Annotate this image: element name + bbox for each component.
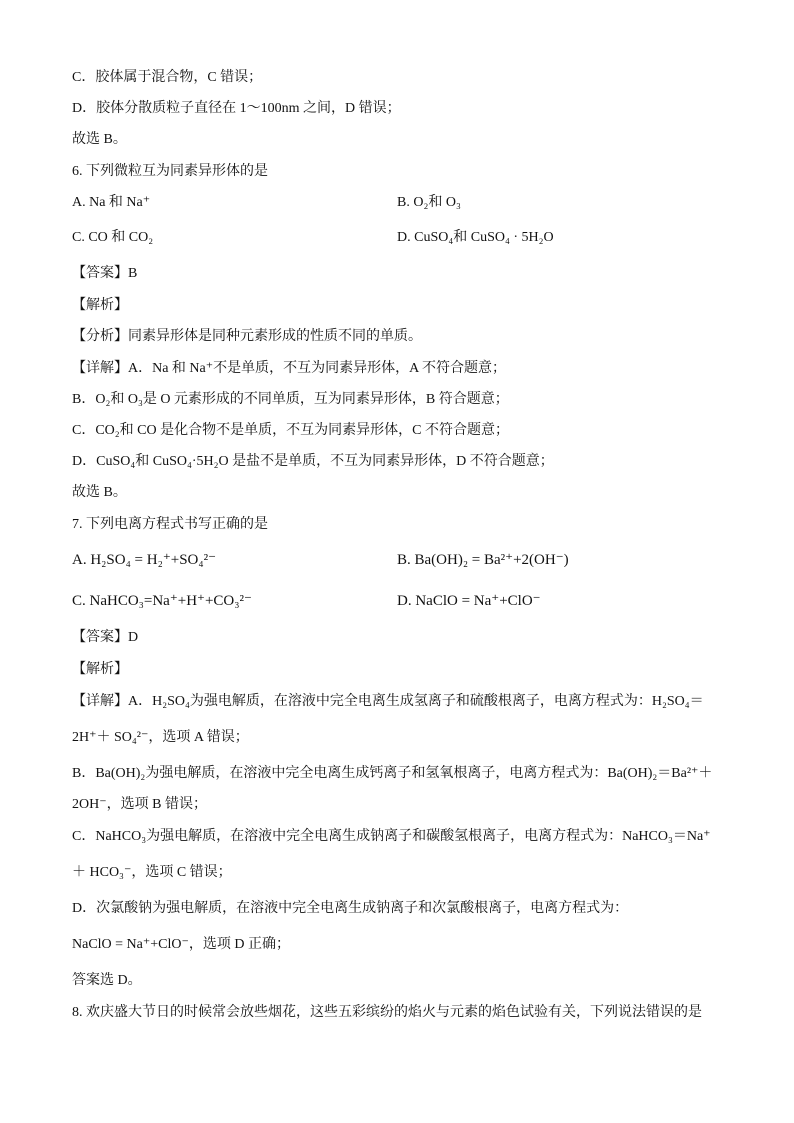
prev-explanation-line-d: D．胶体分散质粒子直径在 1～100nm 之间，D 错误； <box>72 101 401 116</box>
q7-detail-line: B．Ba(OH)₂为强电解质，在溶液中完全电离生成钙离子和氢氧根离子，电离方程式为：Ba(OH)₂＝Ba²⁺＋ <box>72 766 713 781</box>
q7-detail-line: 2OH⁻，选项 B 错误； <box>72 797 207 812</box>
q7-analysis-heading: 【解析】 <box>72 662 128 677</box>
prev-explanation-line-c: C．胶体属于混合物，C 错误； <box>72 70 263 85</box>
q6-detail-line: B．O₂和 O₃是 O 元素形成的不同单质，互为同素异形体，B 符合题意； <box>72 392 509 407</box>
q7-detail-line: 2H⁺＋ SO₄²⁻，选项 A 错误； <box>72 730 249 745</box>
q7-conclusion: 答案选 D。 <box>72 973 142 988</box>
q7-detail-line: ＋ HCO₃⁻，选项 C 错误； <box>72 865 232 880</box>
q6-option-d: D. CuSO₄和 CuSO₄ · 5H₂O <box>397 230 554 245</box>
q7-detail-line: C．NaHCO₃为强电解质，在溶液中完全电离生成钠离子和碳酸氢根离子，电离方程式为：NaHCO₃＝Na⁺ <box>72 829 711 844</box>
q6-stem: 6. 下列微粒互为同素异形体的是 <box>72 164 268 179</box>
q7-detail-line: NaClO = Na⁺+ClO⁻，选项 D 正确； <box>72 937 291 952</box>
q6-analysis: 【分析】同素异形体是同种元素形成的性质不同的单质。 <box>72 329 422 344</box>
q7-option-c: C. NaHCO₃=Na⁺+H⁺+CO₃²⁻ <box>72 593 252 609</box>
q6-option-c: C. CO 和 CO₂ <box>72 230 154 245</box>
q6-detail-line: D．CuSO₄和 CuSO₄·5H₂O 是盐不是单质，不互为同素异形体，D 不符合题意； <box>72 454 554 469</box>
q7-detail-line: 【详解】A．H₂SO₄为强电解质，在溶液中完全电离生成氢离子和硫酸根离子，电离方程式为：H₂SO₄＝ <box>72 694 704 709</box>
q6-option-b: B. O₂和 O₃ <box>397 195 461 210</box>
q6-answer: 【答案】B <box>72 266 138 281</box>
prev-conclusion: 故选 B。 <box>72 132 127 147</box>
q6-detail-line: C．CO₂和 CO 是化合物不是单质，不互为同素异形体，C 不符合题意； <box>72 423 509 438</box>
q7-options-row-2 <box>72 589 722 613</box>
q7-detail-line: D．次氯酸钠为强电解质，在溶液中完全电离生成钠离子和次氯酸根离子，电离方程式为： <box>72 901 629 916</box>
q7-option-d: D. NaClO = Na⁺+ClO⁻ <box>397 593 541 609</box>
q6-options-row-1 <box>72 191 722 215</box>
q6-detail-line: 【详解】A．Na 和 Na⁺不是单质，不互为同素异形体，A 不符合题意； <box>72 361 506 376</box>
q7-answer: 【答案】D <box>72 630 139 645</box>
q6-option-a: A. Na 和 Na⁺ <box>72 195 151 210</box>
q6-options-row-2 <box>72 226 722 250</box>
q7-stem: 7. 下列电离方程式书写正确的是 <box>72 517 268 532</box>
q8-stem: 8. 欢庆盛大节日的时候常会放些烟花，这些五彩缤纷的焰火与元素的焰色试验有关，下列说法错误的是 <box>72 1005 702 1020</box>
q6-conclusion: 故选 B。 <box>72 485 127 500</box>
q7-option-a: A. H₂SO₄ = H₂⁺+SO₄²⁻ <box>72 552 217 568</box>
q6-analysis-heading: 【解析】 <box>72 298 128 313</box>
q7-options-row-1 <box>72 548 722 572</box>
q7-option-b: B. Ba(OH)₂ = Ba²⁺+2(OH⁻) <box>397 552 569 568</box>
